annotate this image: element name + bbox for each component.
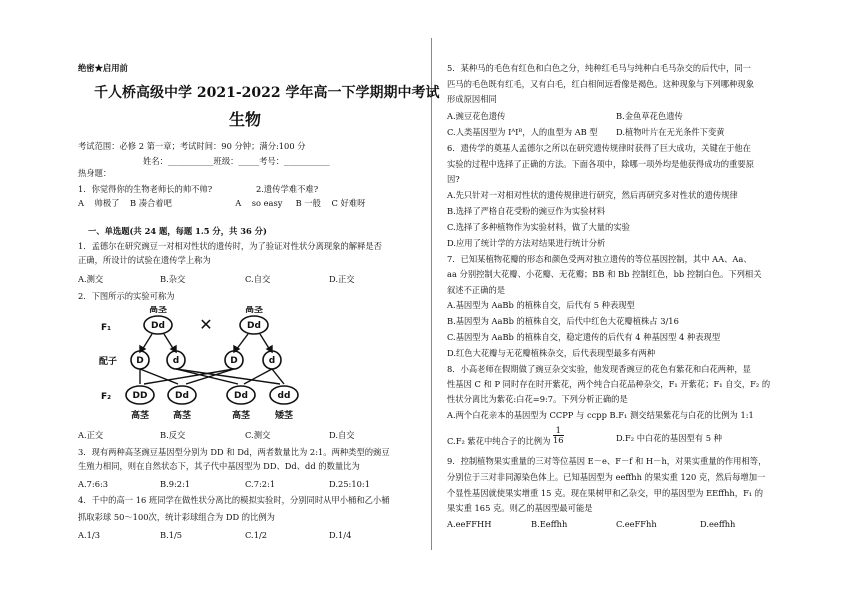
q8-option-a-b: A.两个白花亲本的基因型为 CCPP 与 ccpp B.F₁ 测交结果紫花与白花的比例为 1:1: [447, 410, 754, 420]
q2-option-c: C.测交: [245, 430, 271, 440]
q9-stem-line1: 9．控制植物果实重量的三对等位基因 E－e、F－f 和 H－h，对果实重量的作用相等，: [447, 456, 767, 466]
exam-info: 考试范围：必修 2 第一章；考试时间：90 分钟；满分:100 分: [78, 141, 306, 151]
f1-label: F₁: [100, 323, 112, 333]
fraction-numerator: 1: [553, 426, 564, 436]
offspring-genotype: Dd: [234, 391, 248, 401]
q6-option-d: D.应用了统计学的方法对结果进行统计分析: [447, 238, 606, 248]
q5-option-b: B.金鱼草花色遗传: [616, 111, 683, 121]
q4-option-d: D.1/4: [329, 530, 352, 540]
parent-left-genotype: Dd: [151, 321, 165, 331]
section-heading: 一、单选题(共 24 题，每题 1.5 分，共 36 分): [88, 226, 267, 236]
q2-stem: 2．下图所示的实验可称为: [78, 291, 175, 301]
q8-stem-line3: 性状分离比为紫花:白花=9:7。下列分析正确的是: [447, 394, 628, 404]
column-divider: [431, 38, 432, 550]
q8-stem-line2: 性基因 C 和 P 同时存在时开紫花，两个纯合白花品种杂交，F₁ 开紫花；F₁ 自交，F₂ 的: [447, 379, 771, 389]
q4-stem-line2: 抓取彩球 50～100次，统计彩球组合为 DD 的比例为: [78, 512, 275, 522]
q6-stem-line2: 实验的过程中选择了正确的方法。下面各项中，除哪一项外均是他获得成功的重要原: [447, 159, 754, 169]
cross-symbol: ✕: [199, 315, 213, 334]
q3-option-a: A.7:6:3: [78, 479, 109, 489]
q1-stem-line1: 1．孟德尔在研究豌豆一对相对性状的遗传时，为了验证对性状分离现象的解释是否: [78, 241, 382, 251]
q1-option-d: D.正交: [329, 274, 355, 284]
q4-option-a: A.1/3: [78, 530, 100, 540]
q9-option-c: C.eeFFhh: [616, 519, 657, 529]
offspring-phenotype: 高茎: [130, 411, 150, 421]
q5-option-d: D.植物叶片在无光条件下变黄: [616, 127, 725, 137]
q7-stem-line2: aa 分别控制大花瓣、小花瓣、无花瓣；BB 和 Bb 控制红色，bb 控制白色。下列相关: [447, 269, 762, 279]
q7-option-c: C.基因型为 AaBb 的植株自交，稳定遗传的后代有 4 种基因型 4 种表现型: [447, 332, 721, 342]
q9-stem-line4: 果实重 165 克。则乙的基因型最可能是: [447, 503, 593, 513]
q9-option-a: A.eeFFHH: [447, 519, 492, 529]
q4-option-b: B.1/5: [160, 530, 183, 540]
q6-option-c: C.选择了多种植物作为实验材料，做了大量的实验: [447, 222, 630, 232]
q5-option-a: A.豌豆花色遗传: [447, 111, 506, 121]
q6-stem-line1: 6．遗传学的奠基人孟德尔之所以在研究遗传规律时获得了巨大成功，关键在于他在: [447, 143, 751, 153]
warmup-heading: 热身题：: [78, 168, 112, 178]
q9-stem-line2: 分别位于三对非同源染色体上。已知基因型为 eeffhh 的果实重 120 克，然后每增加一: [447, 472, 766, 482]
q8-option-d: D.F₂ 中白花的基因型有 5 种: [616, 433, 722, 443]
gamete-label: d: [172, 356, 180, 366]
q5-option-c: C.人类基因型为 IᴬIᴮ，人的血型为 AB 型: [447, 127, 598, 137]
q3-stem-line1: 3．现有两种高茎豌豆基因型分别为 DD 和 Dd，两者数量比为 2:1。两种类型的豌豆: [78, 447, 390, 457]
q5-stem-line1: 5．某种马的毛色有红色和白色之分，纯种红毛马与纯种白毛马杂交的后代中，同一: [447, 63, 751, 73]
q1-option-a: A.测交: [78, 274, 104, 284]
q9-option-b: B.Eeffhh: [531, 519, 568, 529]
warmup-question-1: 1．你觉得你的生物老师长的帅不帅?: [78, 184, 213, 194]
offspring-phenotype: 高茎: [172, 411, 192, 421]
q1-option-c: C.自交: [245, 274, 271, 284]
q3-stem-line2: 生殖力相同，则在自然状态下，其子代中基因型为 DD、Dd、dd 的数量比为: [78, 461, 360, 471]
offspring-phenotype: 矮茎: [274, 411, 294, 421]
parent-right-phenotype: 高茎: [244, 306, 264, 315]
offspring-genotype: dd: [277, 391, 291, 401]
q7-option-b: B.基因型为 AaBb 的植株自交，后代中红色大花瓣植株占 3/16: [447, 316, 679, 326]
genetic-cross-diagram: [96, 306, 316, 424]
secret-label: 绝密★启用前: [78, 63, 128, 73]
gamete-row-label: 配子: [98, 357, 118, 367]
q7-option-d: D.红色大花瓣与无花瓣植株杂交，后代表现型最多有两种: [447, 348, 656, 358]
q5-stem-line2: 匹马的毛色既有红毛，又有白毛，红白相间远看像是褐色。这种现象与下列哪种现象: [447, 79, 754, 89]
q8-fraction: [553, 426, 564, 445]
q9-stem-line3: 个显性基因就使果实增重 15 克。现在果树甲和乙杂交，甲的基因型为 EEffhh，F₁ 的: [447, 488, 764, 498]
q1-option-b: B.杂交: [160, 274, 186, 284]
q5-stem-line3: 形成原因相同: [447, 94, 497, 104]
q2-option-d: D.自交: [329, 430, 355, 440]
fraction-denominator: 16: [553, 435, 564, 445]
offspring-genotype: DD: [132, 391, 148, 401]
parent-left-phenotype: 高茎: [148, 306, 168, 315]
q7-stem-line1: 7．已知某植物花瓣的形态和颜色受两对独立遗传的等位基因控制，其中 AA、Aa、: [447, 254, 752, 264]
q3-option-c: C.7:2:1: [245, 479, 276, 489]
offspring-phenotype: 高茎: [231, 411, 251, 421]
offspring-genotype: Dd: [175, 391, 189, 401]
q8-option-c: C.F₂ 紫花中纯合子的比例为: [447, 436, 551, 446]
q1-stem-line2: 正确，所设计的试验在遗传学上称为: [78, 255, 211, 265]
subject-title: 生物: [229, 110, 262, 129]
q4-stem-line1: 4．千中的高一 16 班同学在做性状分离比的模拟实验时，分别同时从甲小桶和乙小桶: [78, 495, 390, 505]
q7-stem-line3: 叙述不正确的是: [447, 285, 506, 295]
q2-option-b: B.反交: [160, 430, 186, 440]
q4-option-c: C.1/2: [245, 530, 268, 540]
q3-option-d: D.25:10:1: [329, 479, 370, 489]
student-info: 姓名：___________班级：_____考号：___________: [143, 156, 330, 166]
q6-option-b: B.选择了严格自花受粉的豌豆作为实验材料: [447, 206, 606, 216]
gamete-label: d: [268, 356, 276, 366]
warmup-question-2: 2.遗传学难不难?: [256, 184, 319, 194]
gamete-label: D: [230, 356, 238, 366]
exam-title: 千人桥高级中学 2021-2022 学年高一下学期期中考试: [94, 85, 440, 101]
warmup-options: A 帅极了 B 凑合着吧 A so easy B 一般 C 好难呀: [78, 198, 366, 208]
q3-option-b: B.9:2:1: [160, 479, 191, 489]
f2-label: F₂: [100, 392, 112, 402]
q7-option-a: A.基因型为 AaBb 的植株自交，后代有 5 种表现型: [447, 300, 635, 310]
q6-option-a: A.先只针对一对相对性状的遗传规律进行研究，然后再研究多对性状的遗传规律: [447, 190, 738, 200]
q6-stem-line3: 因?: [447, 174, 460, 184]
q8-stem-line1: 8．小高老师在假期做了豌豆杂交实验，他发现香豌豆的花色有紫花和白花两种，显: [447, 364, 751, 374]
q9-option-d: D.eeffhh: [700, 519, 736, 529]
parent-right-genotype: Dd: [247, 321, 261, 331]
gamete-label: D: [136, 356, 144, 366]
q2-option-a: A.正交: [78, 430, 104, 440]
